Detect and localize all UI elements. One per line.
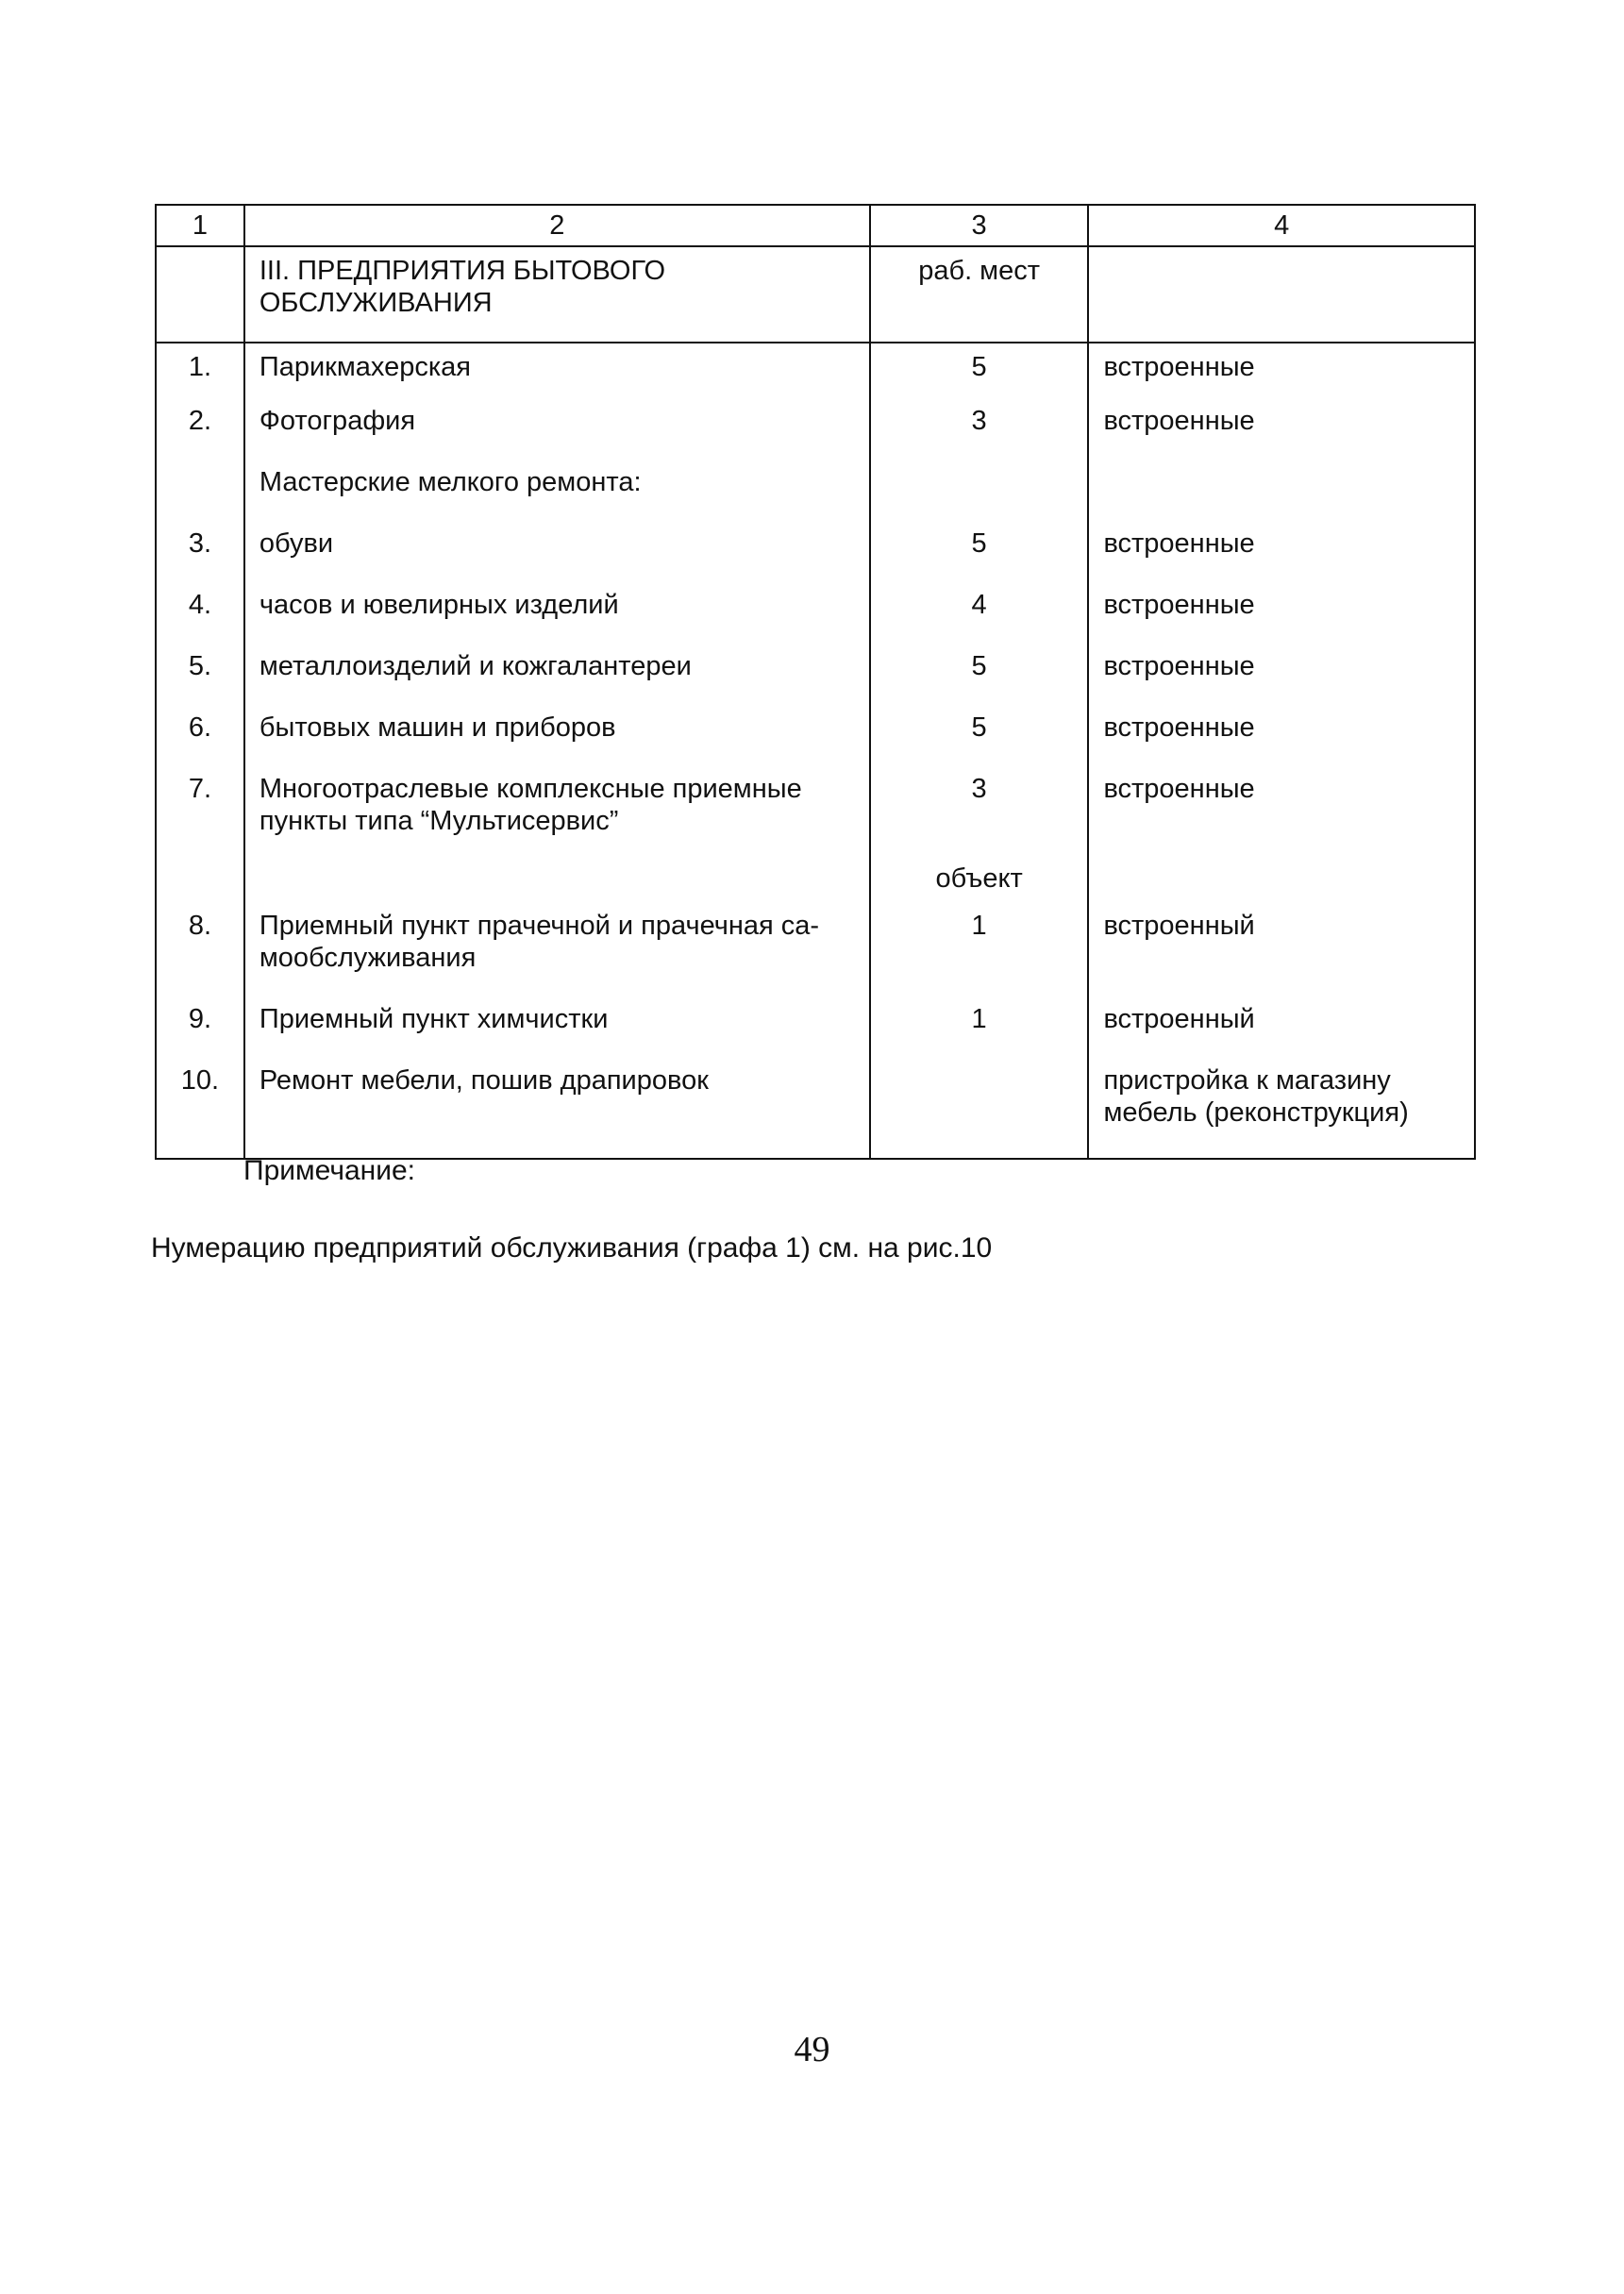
row-name: бытовых машин и приборов <box>244 704 870 765</box>
row-name: Ремонт мебели, пошив драпировок <box>244 1057 870 1159</box>
row-note: встроенные <box>1088 581 1475 643</box>
row-note: встроенные <box>1088 343 1475 397</box>
column-header: 1 <box>156 205 244 246</box>
row-number: 9. <box>156 996 244 1057</box>
row-quantity: 5 <box>870 520 1089 581</box>
section-unit: раб. мест <box>870 246 1089 343</box>
table-header-row <box>156 205 1475 246</box>
row-number: 7. <box>156 765 244 859</box>
row-quantity <box>870 459 1089 520</box>
table-row <box>156 902 1475 996</box>
row-note: встроенные <box>1088 765 1475 859</box>
row-note: встроенный <box>1088 996 1475 1057</box>
page-number: 49 <box>794 2030 830 2069</box>
row-note <box>1088 459 1475 520</box>
row-number: 6. <box>156 704 244 765</box>
note-text: Нумерацию предприятий обслуживания (графа 1) см. на рис.10 <box>151 1232 993 1264</box>
unit-row <box>156 859 1475 902</box>
row-quantity: 3 <box>870 765 1089 859</box>
row-number: 2. <box>156 397 244 459</box>
row-quantity <box>870 1057 1089 1159</box>
row-number: 10. <box>156 1057 244 1159</box>
row-note: встроенные <box>1088 704 1475 765</box>
note-title: Примечание: <box>243 1155 415 1186</box>
row-note: встроенный <box>1088 902 1475 996</box>
row-note: встроенные <box>1088 397 1475 459</box>
row-name: Приемный пункт прачечной и прачечная са-мообслуживания <box>244 902 870 996</box>
column-header: 2 <box>244 205 870 246</box>
table-row <box>156 643 1475 704</box>
row-quantity: 5 <box>870 343 1089 397</box>
table-row <box>156 704 1475 765</box>
row-quantity: 4 <box>870 581 1089 643</box>
row-number: 4. <box>156 581 244 643</box>
row-number: 3. <box>156 520 244 581</box>
section-title: III. ПРЕДПРИЯТИЯ БЫТОВОГО ОБСЛУЖИВАНИЯ <box>244 246 870 343</box>
table-row <box>156 996 1475 1057</box>
row-quantity: 5 <box>870 643 1089 704</box>
row-name: Мастерские мелкого ремонта: <box>244 459 870 520</box>
row-unit: объект <box>870 859 1089 902</box>
row-number <box>156 459 244 520</box>
table-row <box>156 459 1475 520</box>
services-table <box>155 204 1476 1160</box>
row-quantity: 5 <box>870 704 1089 765</box>
row-name: Парикмахерская <box>244 343 870 397</box>
row-number: 5. <box>156 643 244 704</box>
table-row <box>156 1057 1475 1159</box>
table-row <box>156 397 1475 459</box>
row-note: встроенные <box>1088 643 1475 704</box>
row-name: Приемный пункт химчистки <box>244 996 870 1057</box>
row-quantity: 3 <box>870 397 1089 459</box>
row-name: обуви <box>244 520 870 581</box>
row-quantity: 1 <box>870 902 1089 996</box>
row-name: часов и ювелирных изделий <box>244 581 870 643</box>
row-number <box>156 859 244 902</box>
table-row <box>156 343 1475 397</box>
row-note: пристройка к магазину мебель (реконструкция) <box>1088 1057 1475 1159</box>
row-note: встроенные <box>1088 520 1475 581</box>
row-name: Многоотраслевые комплексные приемные пункты типа “Мультисервис” <box>244 765 870 859</box>
table-row <box>156 520 1475 581</box>
table-row <box>156 581 1475 643</box>
row-quantity: 1 <box>870 996 1089 1057</box>
row-number: 8. <box>156 902 244 996</box>
row-name: Фотография <box>244 397 870 459</box>
row-number: 1. <box>156 343 244 397</box>
column-header: 3 <box>870 205 1089 246</box>
column-header: 4 <box>1088 205 1475 246</box>
row-name <box>244 859 870 902</box>
row-note <box>1088 859 1475 902</box>
section-row <box>156 246 1475 343</box>
table-row <box>156 765 1475 859</box>
row-name: металлоизделий и кожгалантереи <box>244 643 870 704</box>
